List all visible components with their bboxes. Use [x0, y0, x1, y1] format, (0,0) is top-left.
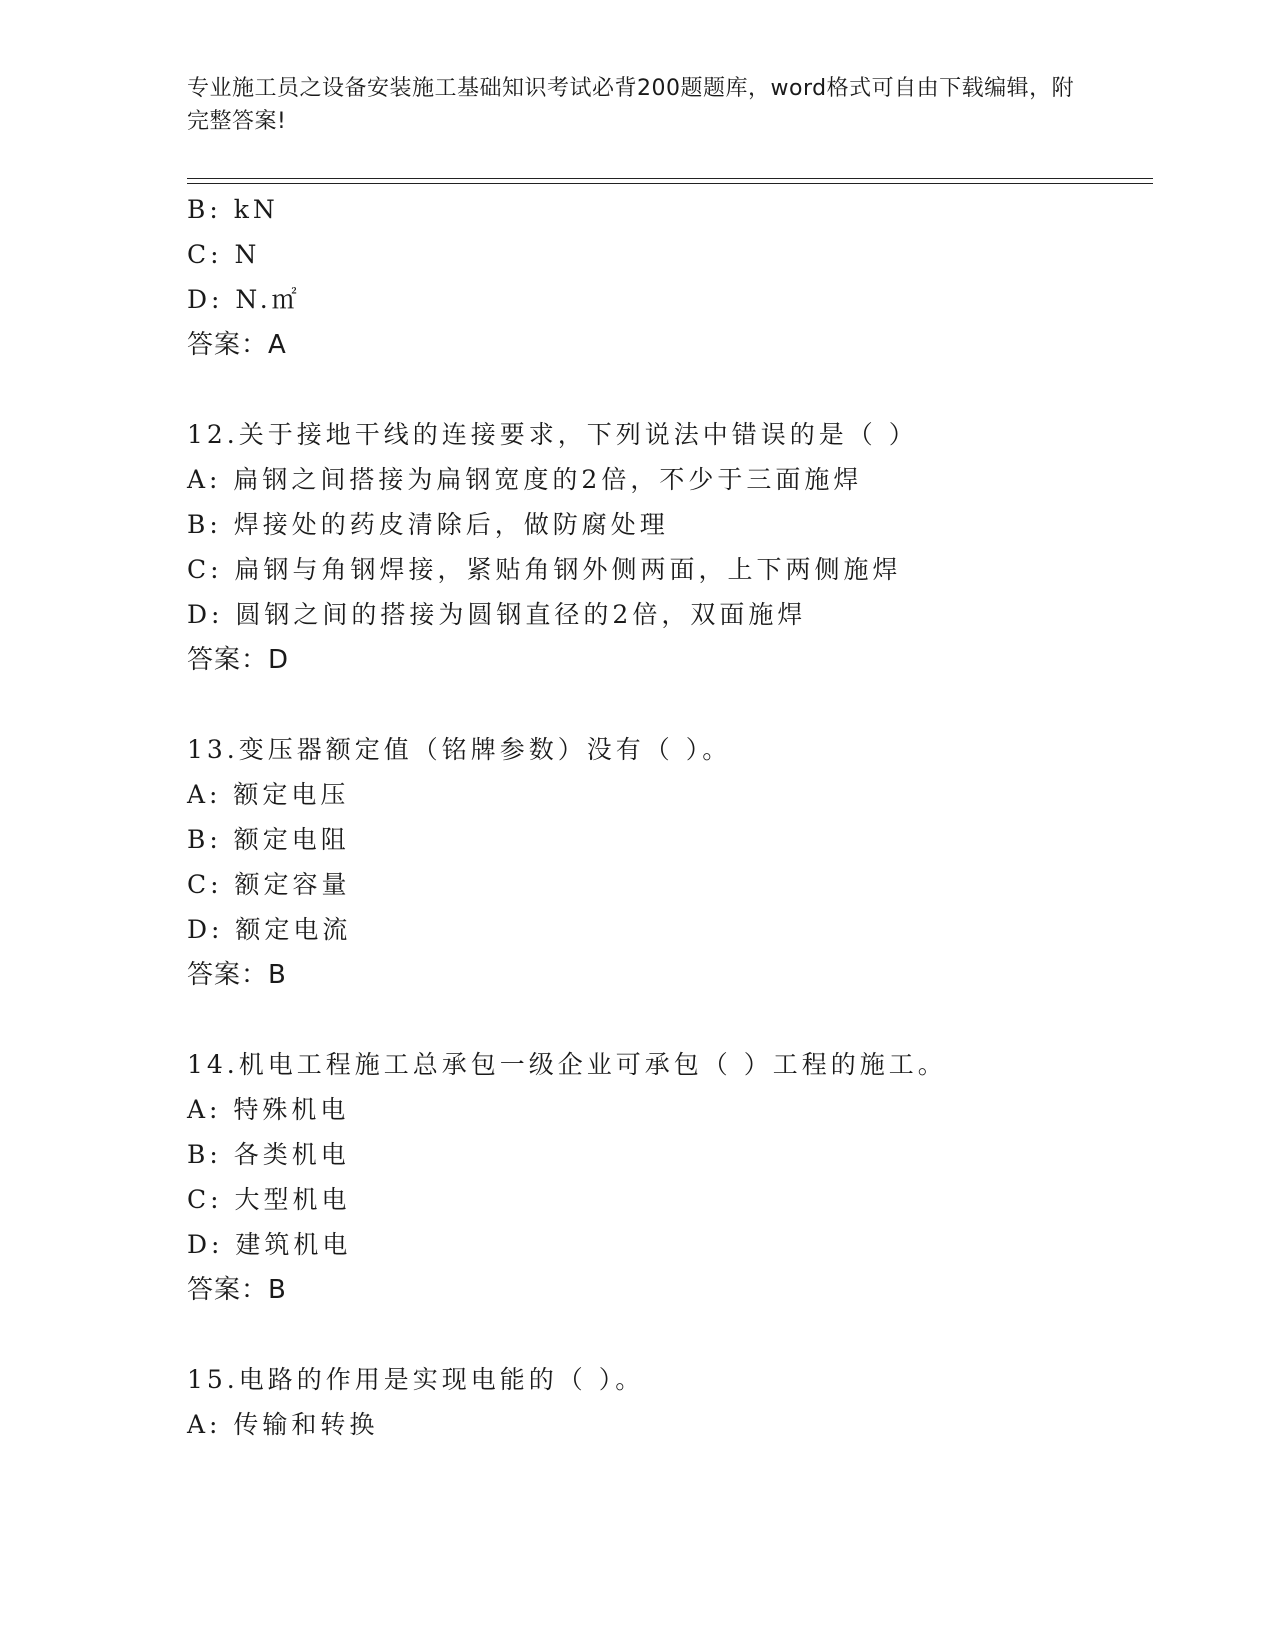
q13-question: 13.变压器额定值（铭牌参数）没有（ ）。	[187, 735, 732, 764]
header-rule-top	[187, 178, 1153, 179]
prev-answer: 答案：A	[187, 330, 287, 360]
q13-answer: 答案：B	[187, 960, 287, 990]
prev-option-b: B: kN	[187, 195, 279, 224]
q14-answer: 答案：B	[187, 1275, 287, 1305]
q13-option-a: A: 额定电压	[187, 780, 350, 809]
q13-option-c: C: 额定容量	[187, 870, 351, 899]
q14-option-c: C: 大型机电	[187, 1185, 351, 1214]
prev-option-c: C: N	[187, 240, 261, 269]
q14-option-d: D: 建筑机电	[187, 1230, 352, 1259]
header-rule-bottom	[187, 183, 1153, 184]
q15-question: 15.电路的作用是实现电能的（ ）。	[187, 1365, 645, 1394]
q12-question: 12.关于接地干线的连接要求，下列说法中错误的是（ ）	[187, 420, 918, 449]
q12-answer: 答案：D	[187, 645, 290, 675]
q14-question: 14.机电工程施工总承包一级企业可承包（ ）工程的施工。	[187, 1050, 947, 1079]
q12-option-b: B: 焊接处的药皮清除后，做防腐处理	[187, 510, 669, 539]
q14-option-a: A: 特殊机电	[187, 1095, 350, 1124]
q12-option-d: D: 圆钢之间的搭接为圆钢直径的2倍，双面施焊	[187, 600, 807, 629]
prev-option-d: D: N.㎡	[187, 285, 301, 314]
q12-option-a: A: 扁钢之间搭接为扁钢宽度的2倍，不少于三面施焊	[187, 465, 863, 494]
q13-option-b: B: 额定电阻	[187, 825, 350, 854]
document-header: 专业施工员之设备安装施工基础知识考试必背200题题库，word格式可自由下载编辑，附完整答案!	[187, 76, 1075, 134]
q13-option-d: D: 额定电流	[187, 915, 352, 944]
q15-option-a: A: 传输和转换	[187, 1410, 379, 1439]
q12-option-c: C: 扁钢与角钢焊接，紧贴角钢外侧两面，上下两侧施焊	[187, 555, 902, 584]
q14-option-b: B: 各类机电	[187, 1140, 350, 1169]
